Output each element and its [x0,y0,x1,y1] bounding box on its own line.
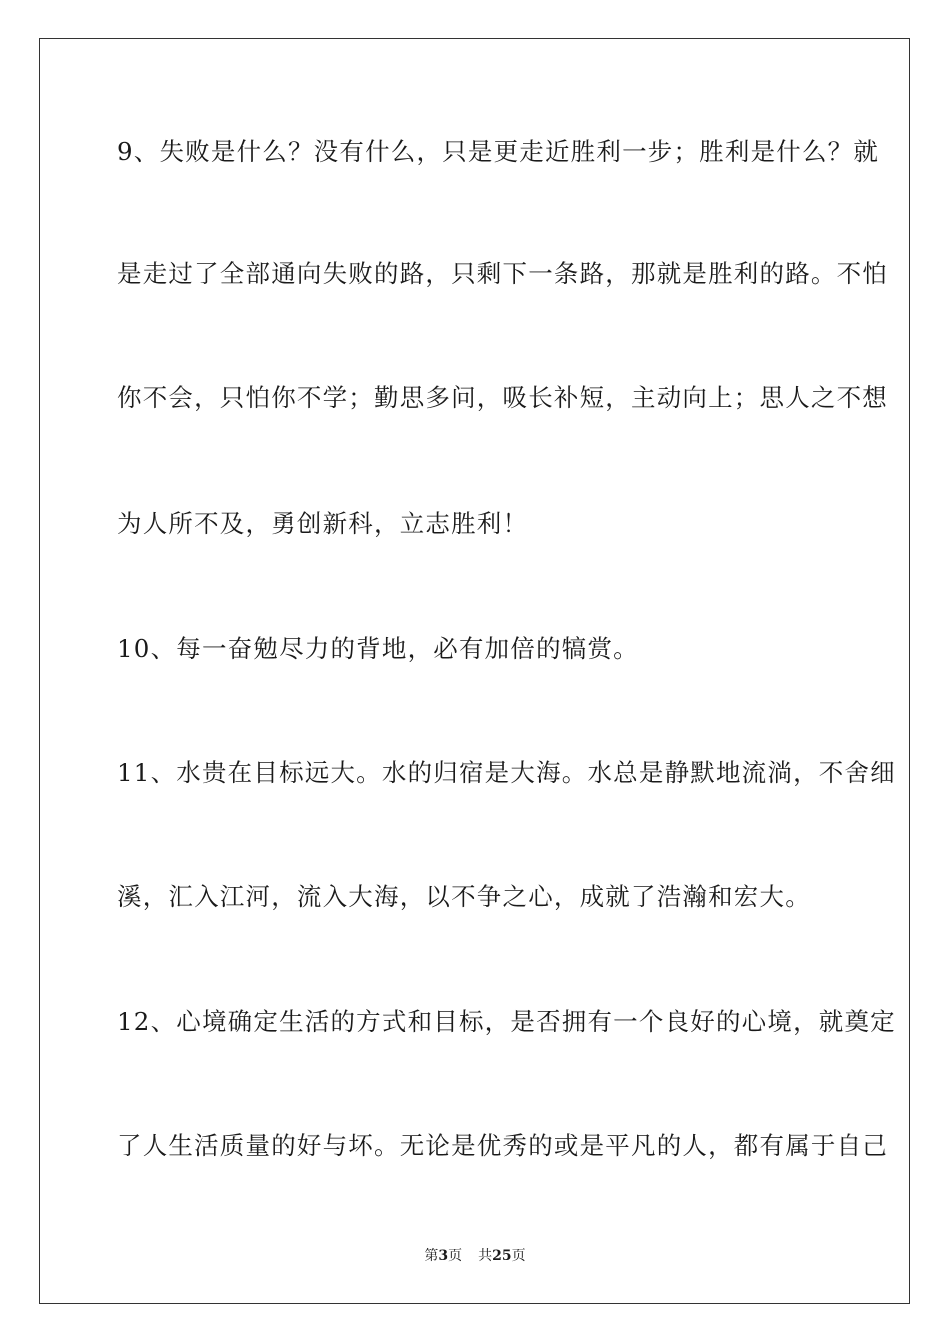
page-border [39,38,910,1304]
text-line-2: 是走过了全部通向失败的路，只剩下一条路，那就是胜利的路。不怕 [117,259,888,288]
text-line-1: 9、失败是什么？没有什么，只是更走近胜利一步；胜利是什么？就 [117,137,880,166]
page-suffix: 页 [448,1248,463,1264]
page-prefix: 第 [424,1248,439,1264]
text-line-4: 为人所不及，勇创新科，立志胜利！ [117,509,529,538]
total-prefix: 共 [478,1248,493,1264]
text-line-9: 了人生活质量的好与坏。无论是优秀的或是平凡的人，都有属于自己 [117,1131,888,1160]
page-footer [0,1247,950,1265]
text-line-6: 11、水贵在目标远大。水的归宿是大海。水总是静默地流淌，不舍细 [117,758,896,787]
text-line-7: 溪，汇入江河，流入大海，以不争之心，成就了浩瀚和宏大。 [117,882,811,911]
text-line-5: 10、每一奋勉尽力的背地，必有加倍的犒赏。 [117,634,639,663]
page-number: 3 [438,1248,449,1264]
text-line-8: 12、心境确定生活的方式和目标，是否拥有一个良好的心境，就奠定 [117,1007,896,1036]
total-pages: 25 [492,1248,512,1264]
total-suffix: 页 [511,1248,526,1264]
text-line-3: 你不会，只怕你不学；勤思多问，吸长补短，主动向上；思人之不想 [117,383,888,412]
